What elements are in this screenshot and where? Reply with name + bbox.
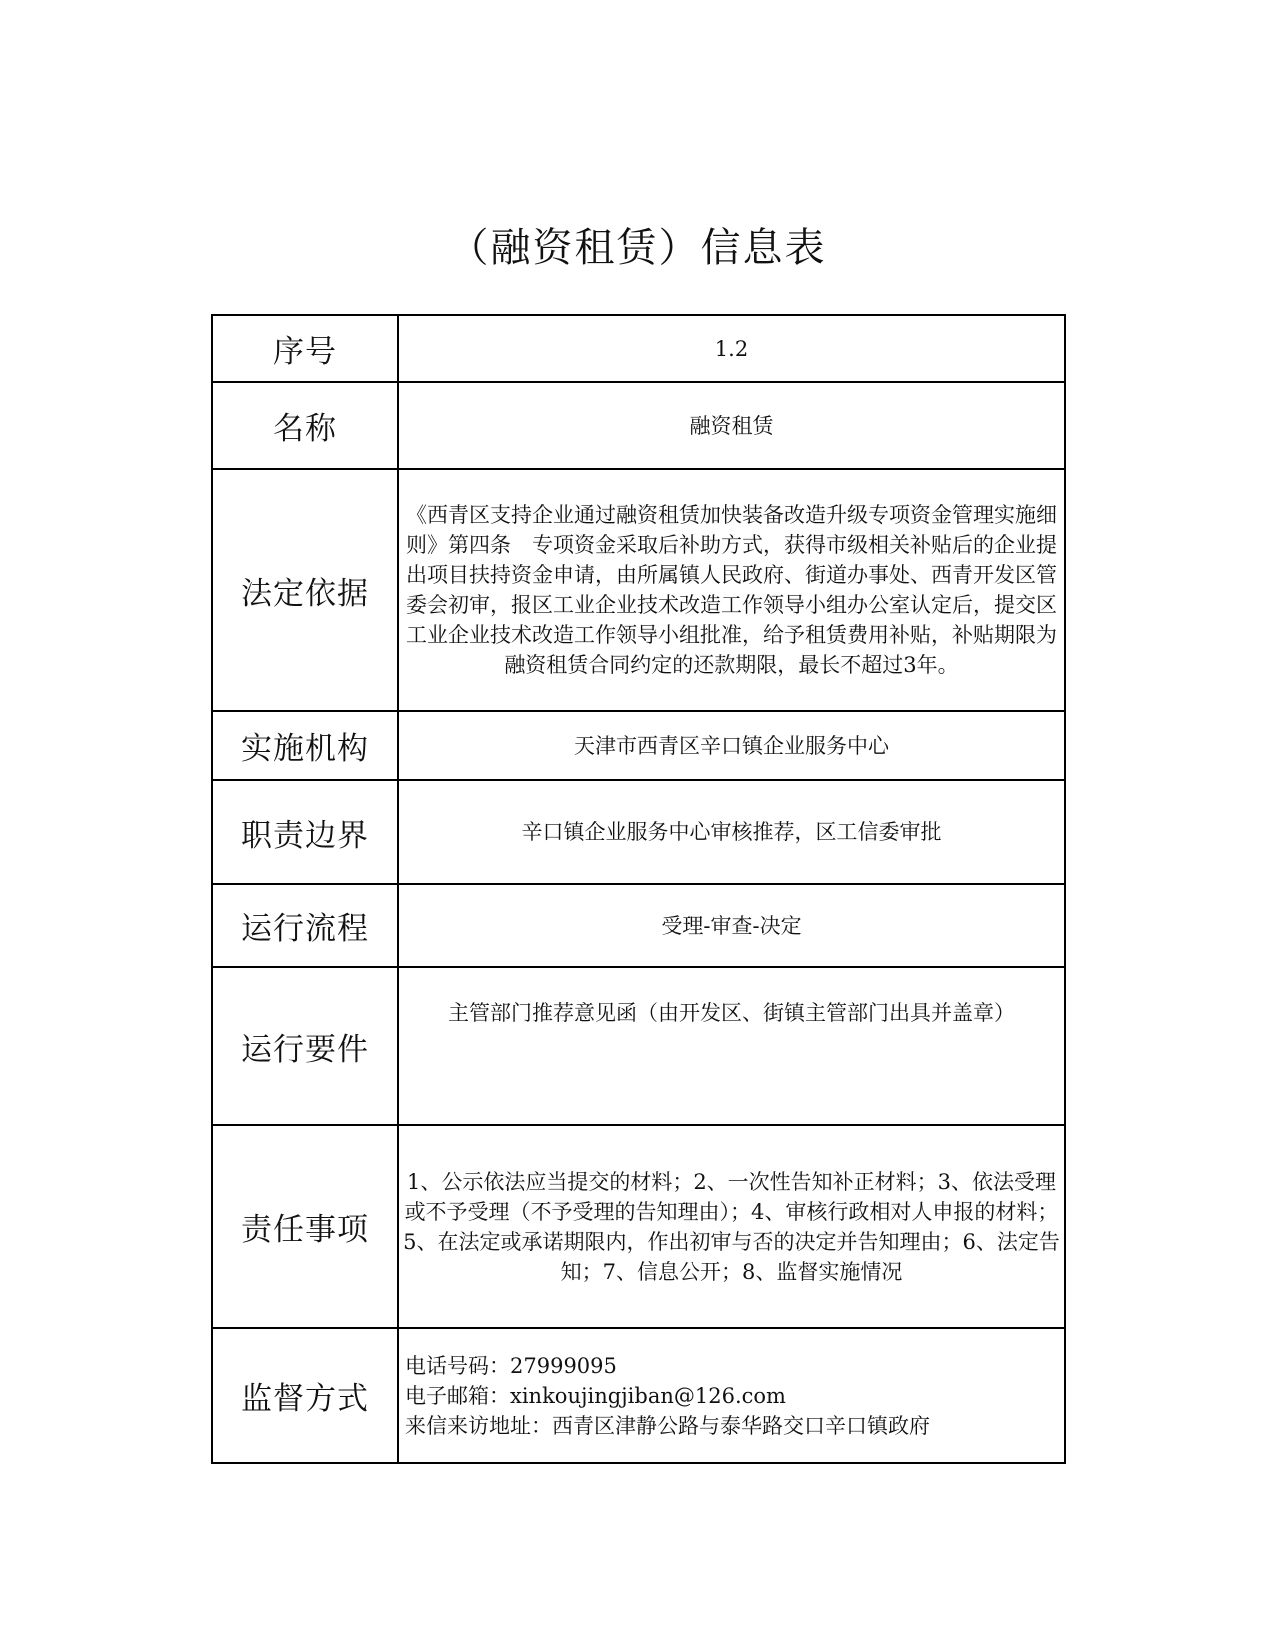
visit-address: 来信来访地址：西青区津静公路与泰华路交口辛口镇政府 [405,1413,930,1438]
row-label: 法定依据 [212,469,398,711]
row-label: 序号 [212,315,398,382]
row-value: 《西青区支持企业通过融资租赁加快装备改造升级专项资金管理实施细则》第四条 专项资金采取后补助方式，获得市级相关补贴后的企业提出项目扶持资金申请，由所属镇人民政府、街道办事处、西青开发区管委会初审，报区工业企业技术改造工作领导小组办公室认定后，提交区工业企业技术改造工作领导小组批准，给予租赁费用补贴，补贴期限为融资租赁合同约定的还款期限，最长不超过3年。 [398,469,1065,711]
supervision-contact [398,1328,1065,1463]
table-row [212,967,1065,1125]
table-row [212,711,1065,780]
row-value: 天津市西青区辛口镇企业服务中心 [398,711,1065,780]
page-title: （融资租赁）信息表 [448,225,827,271]
row-label: 运行要件 [212,967,398,1125]
table-row [212,382,1065,469]
phone-number: 电话号码：27999095 [405,1353,617,1378]
row-label: 责任事项 [212,1125,398,1328]
row-label: 名称 [212,382,398,469]
table-row [212,780,1065,884]
row-label: 实施机构 [212,711,398,780]
row-value: 辛口镇企业服务中心审核推荐，区工信委审批 [398,780,1065,884]
info-table [211,314,1066,1464]
table-row [212,315,1065,382]
row-value: 1.2 [398,315,1065,382]
email-address: 电子邮箱：xinkoujingjiban@126.com [405,1383,786,1408]
row-label: 监督方式 [212,1328,398,1463]
row-label: 职责边界 [212,780,398,884]
row-label: 运行流程 [212,884,398,967]
row-value: 融资租赁 [398,382,1065,469]
row-value: 受理-审查-决定 [398,884,1065,967]
table-row [212,1328,1065,1463]
table-row [212,1125,1065,1328]
table-row [212,884,1065,967]
row-value: 1、公示依法应当提交的材料；2、一次性告知补正材料；3、依法受理或不予受理（不予受理的告知理由）；4、审核行政相对人申报的材料；5、在法定或承诺期限内，作出初审与否的决定并告知理由；6、法定告知；7、信息公开；8、监督实施情况 [398,1125,1065,1328]
row-value: 主管部门推荐意见函（由开发区、街镇主管部门出具并盖章） [398,967,1065,1125]
table-row [212,469,1065,711]
